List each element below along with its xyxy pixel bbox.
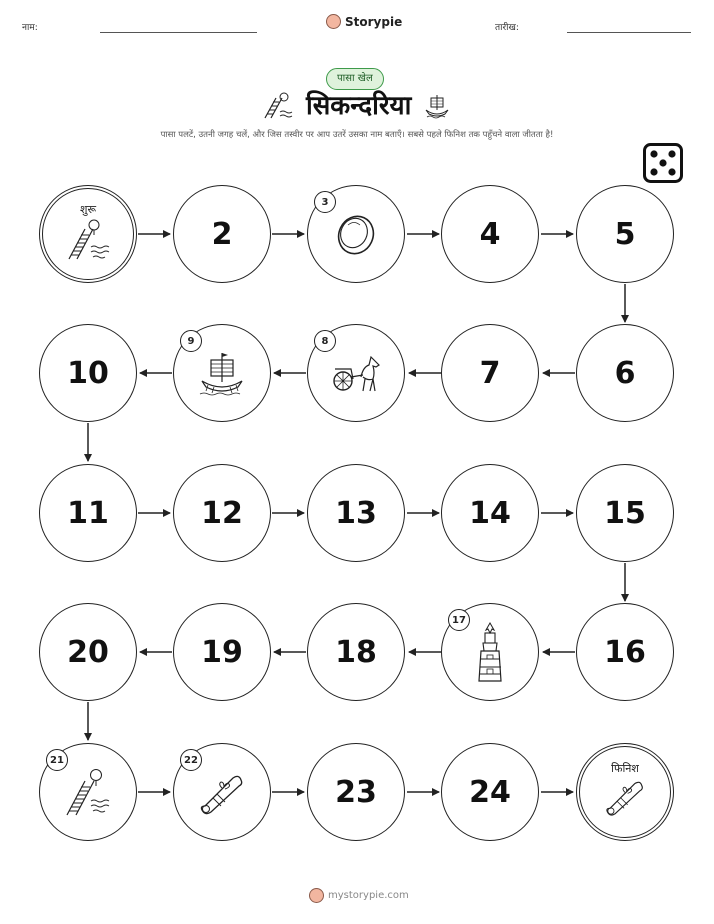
scroll-icon <box>197 770 247 814</box>
cell-number: 2 <box>211 216 233 252</box>
coin-icon <box>332 210 380 258</box>
cell-number: 6 <box>614 355 636 391</box>
board-cell <box>441 743 539 841</box>
board-cell <box>173 464 271 562</box>
game-tag: पासा खेल <box>326 68 384 90</box>
board-cell <box>173 185 271 283</box>
board-cell <box>441 464 539 562</box>
cell-number: 16 <box>604 634 646 670</box>
footer <box>309 888 409 903</box>
finish-label: फिनिश <box>611 761 639 775</box>
board-cell <box>441 185 539 283</box>
name-label: नाम: <box>22 23 38 33</box>
lighthouse-icon <box>472 621 508 683</box>
board-cell <box>576 324 674 422</box>
cell-number: 15 <box>604 495 646 531</box>
cell-number-badge: 9 <box>180 330 202 352</box>
cell-number: 4 <box>479 216 501 252</box>
cell-number: 10 <box>67 355 109 391</box>
cell-number: 23 <box>335 774 377 810</box>
board-cell <box>441 324 539 422</box>
date-label: तारीख: <box>495 23 519 33</box>
board-cell <box>39 603 137 701</box>
cell-number: 18 <box>335 634 377 670</box>
board-cell <box>173 603 271 701</box>
cell-number: 13 <box>335 495 377 531</box>
board-cell <box>307 603 405 701</box>
board-cell <box>39 464 137 562</box>
cell-number-badge: 21 <box>46 749 68 771</box>
stairs-water-icon <box>65 217 111 261</box>
cell-number-badge: 3 <box>314 191 336 213</box>
cell-number-badge: 8 <box>314 330 336 352</box>
stairs-water-icon <box>63 767 113 817</box>
page-title: सिकन्दरिया <box>306 91 412 121</box>
brand-name: Storypie <box>345 14 403 29</box>
cell-number: 7 <box>479 355 501 391</box>
storypie-logo-icon <box>309 888 324 903</box>
footer-url[interactable]: mystorypie.com <box>328 890 409 901</box>
board-cell-finish <box>576 743 674 841</box>
cell-number: 14 <box>469 495 511 531</box>
board-cell <box>39 324 137 422</box>
cell-number: 19 <box>201 634 243 670</box>
start-label: शुरू <box>79 202 97 216</box>
cell-number-badge: 22 <box>180 749 202 771</box>
cell-number: 11 <box>67 495 109 531</box>
cell-number: 20 <box>67 634 109 670</box>
cell-number-badge: 17 <box>448 609 470 631</box>
board-cell <box>307 743 405 841</box>
chariot-icon <box>329 351 383 395</box>
board-cell <box>576 185 674 283</box>
board-cell-start <box>39 185 137 283</box>
board-cell <box>576 464 674 562</box>
cell-number: 5 <box>614 216 636 252</box>
cell-number: 12 <box>201 495 243 531</box>
cell-number: 24 <box>469 774 511 810</box>
ship-icon <box>198 349 246 397</box>
instructions: पासा पलटें, उतनी जगह चलें, और जिस तस्वीर पर आप उतरें उसका नाम बताएँ। सबसे पहले फिनिश तक पहुँचने वाला जीतता है! <box>160 130 554 140</box>
board-cell <box>307 464 405 562</box>
board-cell <box>576 603 674 701</box>
scroll-icon <box>603 776 647 816</box>
